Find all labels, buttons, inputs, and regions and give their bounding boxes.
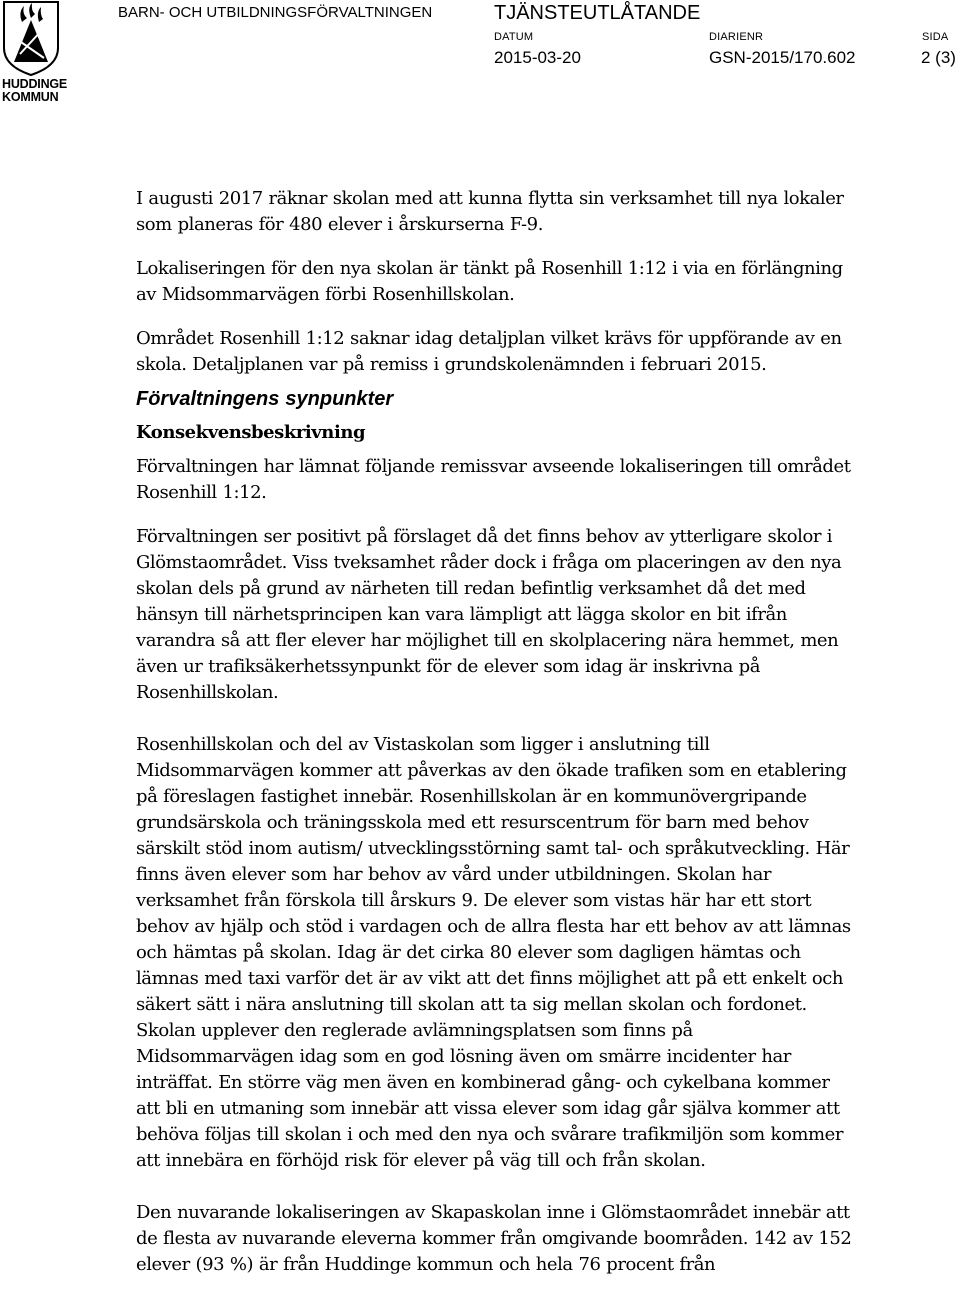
date-value: 2015-03-20 xyxy=(494,48,581,67)
paragraph-current-location: Den nuvarande lokaliseringen av Skapaskolan inne i Glömstaområdet innebär att de flesta av nuvarande eleverna kommer från omgivande boområden. 142 av 152 elever (93 %) är från Huddinge kommun och hela 76 procent från xyxy=(136,1202,852,1275)
document-body xyxy=(136,186,856,1278)
diary-number-value: GSN-2015/170.602 xyxy=(709,48,856,67)
document-type: TJÄNSTEUTLÅTANDE xyxy=(494,2,701,24)
page-number: 2 (3) xyxy=(921,48,956,67)
logo-line-1: HUDDINGE xyxy=(2,77,68,91)
page-label: SIDA xyxy=(922,31,949,43)
organization-name: BARN- OCH UTBILDNINGSFÖRVALTNINGEN xyxy=(118,4,433,21)
coat-of-arms-icon xyxy=(0,0,62,76)
subsection-heading: Konsekvensbeskrivning xyxy=(136,422,366,443)
section-heading: Förvaltningens synpunkter xyxy=(136,388,394,410)
paragraph-relocation: I augusti 2017 räknar skolan med att kunna flytta sin verksamhet till nya lokaler som planeras för 480 elever i årskurserna F-9. xyxy=(136,188,844,235)
municipality-logo xyxy=(0,0,68,108)
paragraph-detailed-plan: Området Rosenhill 1:12 saknar idag detaljplan vilket krävs för uppförande av en skola. Detaljplanen var på remiss i grundskolenämnden i februari 2015. xyxy=(136,328,842,375)
paragraph-remiss-response: Förvaltningen har lämnat följande remissvar avseende lokaliseringen till området Rosenhill 1:12. xyxy=(136,456,851,503)
paragraph-location: Lokaliseringen för den nya skolan är tänkt på Rosenhill 1:12 i via en förlängning av Midsommarvägen förbi Rosenhillskolan. xyxy=(136,258,843,305)
paragraph-traffic-impact: Rosenhillskolan och del av Vistaskolan som ligger i anslutning till Midsommarvägen kommer att påverkas av den ökade trafiken som en etablering på föreslagen fastighet innebär. Rosenhillskolan är en kommunövergripande grundsärskola och träningsskola med ett resurscentrum för barn med behov särskilt stöd inom autism/ utvecklingsstörning samt tal- och språkutveckling. Här finns även elever som har behov av vård under utbildningen. Skolan har verksamhet från förskola till årskurs 9. De elever som vistas här har ett stort behov av hjälp och stöd i vardagen och de allra flesta har ett behov av att lämnas och hämtas på skolan. Idag är det cirka 80 elever som dagligen hämtas och lämnas med taxi varför det är av vikt att det finns möjlighet att på ett enkelt och säkert sätt i nära anslutning till skolan att ta sig mellan skolan och fordonet. Skolan upplever den reglerade avlämningsplatsen som finns på Midsommarvägen idag som en god lösning även om smärre incidenter har inträffat. En större väg men även en kombinerad gång- och cykelbana kommer att bli en utmaning som innebär att vissa elever som idag går själva kommer att behöva följas till skolan i och med den nya och svårare trafikmiljön som kommer att innebära en förhöjd risk för elever på väg till och från skolan. xyxy=(136,734,851,1171)
date-label: DATUM xyxy=(494,31,534,43)
diary-number-label: DIARIENR xyxy=(709,31,764,43)
paragraph-positive-view: Förvaltningen ser positivt på förslaget då det finns behov av ytterligare skolor i Glömstaområdet. Viss tveksamhet råder dock i fråga om placeringen av den nya skolan dels på grund av närheten till redan befintlig verksamhet då det med hänsyn till närhetsprincipen kan vara lämpligt att lägga skolor en bit ifrån varandra så att fler elever har möjlighet till en skolplacering nära hemmet, men även ur trafiksäkerhetssynpunkt för de elever som idag är inskrivna på Rosenhillskolan. xyxy=(136,526,842,703)
logo-line-2: KOMMUN xyxy=(2,90,59,104)
